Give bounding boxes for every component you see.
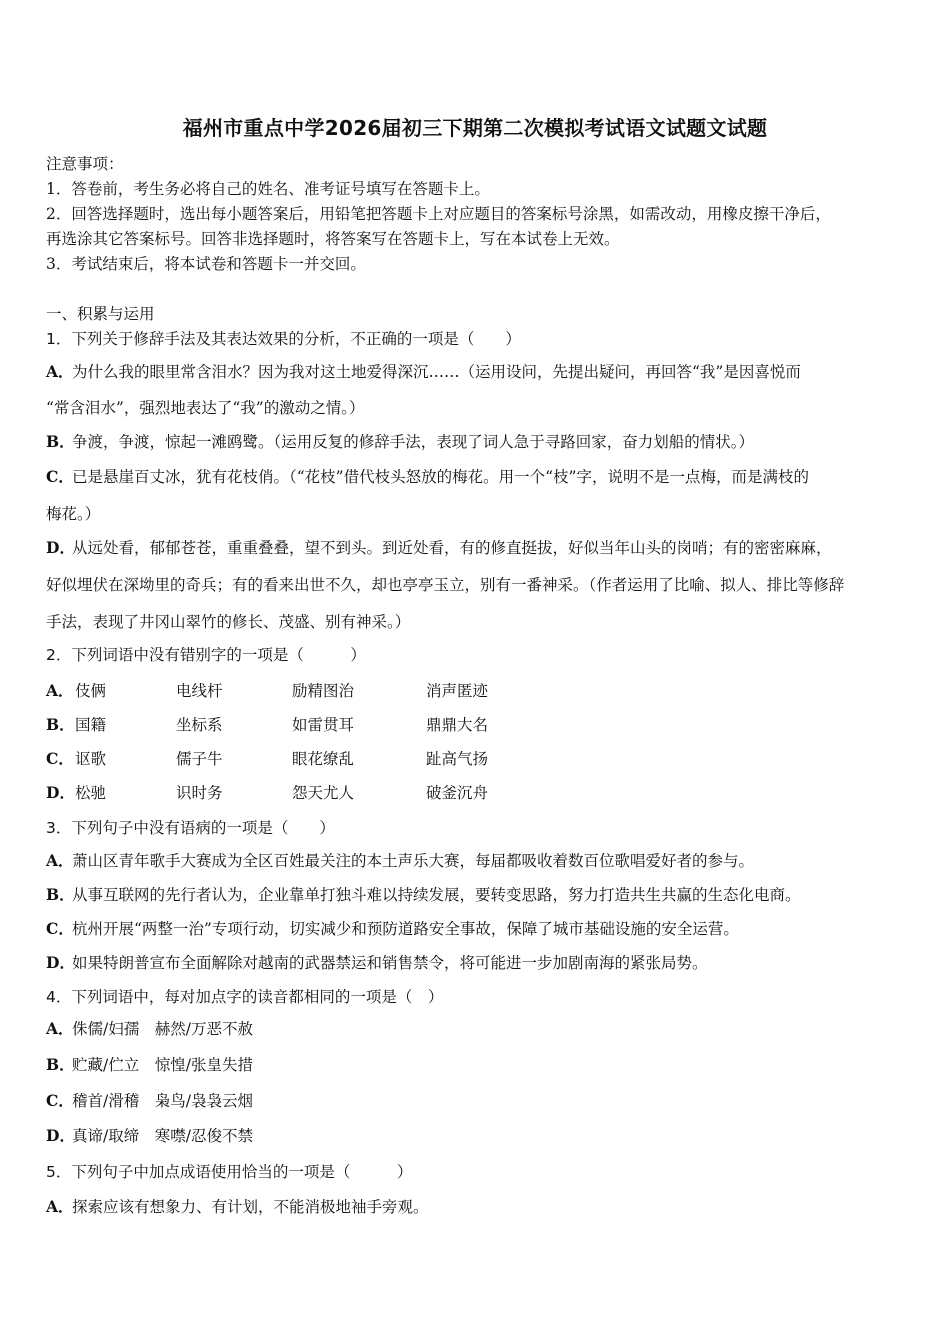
question-1-option-c-cont: 梅花。） — [46, 505, 101, 523]
page-title: 福州市重点中学2026届初三下期第二次模拟考试语文试题文试题 — [182, 116, 768, 140]
option-text: 探索应该有想象力、有计划，不能消极地袖手旁观。 — [72, 1198, 429, 1216]
question-5-stem: 5．下列句子中加点成语使用恰当的一项是（ ） — [46, 1163, 413, 1181]
option-label: C． — [46, 919, 74, 938]
word: 电线杆 — [176, 682, 223, 700]
section-heading: 一、积累与运用 — [46, 305, 155, 323]
word: 消声匿迹 — [426, 682, 489, 700]
option-label: D． — [46, 953, 75, 972]
question-1-option-a-cont: “常含泪水”，强烈地表达了“我”的激动之情。） — [46, 399, 365, 417]
option-label: D． — [46, 1126, 75, 1145]
option-label: C． — [46, 467, 74, 486]
notice-item: 2．回答选择题时，选出每小题答案后，用铅笔把答题卡上对应题目的答案标号涂黑，如需改动，用橡皮擦干净后， — [46, 205, 831, 223]
option-text: 为什么我的眼里常含泪水？因为我对这土地爱得深沉……（运用设问，先提出疑问，再回答“我”是因喜悦而 — [72, 363, 801, 381]
option-text: 萧山区青年歌手大赛成为全区百姓最关注的本土声乐大赛，每届都吸收着数百位歌唱爱好者的参与。 — [72, 852, 755, 870]
option-label: D． — [46, 538, 75, 557]
question-3-stem: 3．下列句子中没有语病的一项是（ ） — [46, 819, 335, 837]
option-label: A． — [46, 851, 74, 870]
option-text: 真谛/取缔 寒噤/忍俊不禁 — [72, 1127, 253, 1145]
question-1-option-a — [46, 360, 801, 382]
question-2-option-d — [46, 781, 906, 803]
option-text: 如果特朗普宣布全面解除对越南的武器禁运和销售禁令，将可能进一步加剧南海的紧张局势。 — [72, 954, 708, 972]
word: 励精图治 — [292, 682, 355, 700]
notice-item: 3．考试结束后，将本试卷和答题卡一并交回。 — [46, 255, 366, 273]
word: 松驰 — [75, 784, 107, 802]
option-label: C． — [46, 1091, 74, 1110]
word: 国籍 — [75, 716, 107, 734]
question-3-option-a — [46, 849, 754, 871]
word: 识时务 — [176, 784, 223, 802]
option-label: B． — [46, 885, 75, 904]
question-2-stem: 2．下列词语中没有错别字的一项是（ ） — [46, 646, 366, 664]
question-1-stem: 1．下列关于修辞手法及其表达效果的分析，不正确的一项是（ ） — [46, 330, 521, 348]
question-3-option-d — [46, 951, 708, 973]
option-label: A． — [46, 681, 74, 700]
question-2-option-b — [46, 713, 906, 735]
option-text: 从远处看，郁郁苍苍，重重叠叠，望不到头。到近处看，有的修直挺拔，好似当年山头的岗哨；有的密密麻麻， — [72, 539, 832, 557]
option-label: A． — [46, 1197, 74, 1216]
option-text: 贮藏/伫立 惊惶/张皇失措 — [72, 1056, 253, 1074]
word: 怨天尤人 — [292, 784, 355, 802]
word: 趾高气扬 — [426, 750, 489, 768]
question-4-option-c — [46, 1089, 253, 1111]
word: 坐标系 — [176, 716, 223, 734]
option-text: 杭州开展“两整一治”专项行动，切实减少和预防道路安全事故，保障了城市基础设施的安全运营。 — [72, 920, 739, 938]
question-1-option-d-cont: 好似埋伏在深坳里的奇兵；有的看来出世不久，却也亭亭玉立，别有一番神采。（作者运用了比喻、拟人、排比等修辞 — [46, 576, 845, 594]
question-4-option-a — [46, 1017, 253, 1039]
question-1-option-b — [46, 430, 754, 452]
question-1-option-c — [46, 465, 809, 487]
option-label: B． — [46, 1055, 75, 1074]
option-label: A． — [46, 362, 74, 381]
notice-item: 再选涂其它答案标号。回答非选择题时，将答案写在答题卡上，写在本试卷上无效。 — [46, 230, 620, 248]
word: 伎俩 — [75, 682, 107, 700]
option-label: D． — [46, 783, 75, 802]
word: 儒子牛 — [176, 750, 223, 768]
word: 鼎鼎大名 — [426, 716, 489, 734]
word: 眼花缭乱 — [292, 750, 355, 768]
option-text: 稽首/滑稽 枭鸟/袅袅云烟 — [72, 1092, 253, 1110]
option-label: C． — [46, 749, 74, 768]
option-text: 侏儒/妇孺 赫然/万恶不赦 — [72, 1020, 253, 1038]
option-label: A． — [46, 1019, 74, 1038]
question-2-option-c — [46, 747, 906, 769]
notice-item: 1．答卷前，考生务必将自己的姓名、准考证号填写在答题卡上。 — [46, 180, 490, 198]
word: 讴歌 — [75, 750, 107, 768]
question-3-option-b — [46, 883, 801, 905]
option-label: B． — [46, 715, 75, 734]
question-5-option-a — [46, 1195, 429, 1217]
notice-heading: 注意事项： — [46, 155, 124, 173]
option-text: 已是悬崖百丈冰，犹有花枝俏。（“花枝”借代枝头怒放的梅花。用一个“枝”字，说明不是一点梅，而是满枝的 — [72, 468, 809, 486]
option-text: 争渡，争渡，惊起一滩鸥鹭。（运用反复的修辞手法，表现了词人急于寻路回家，奋力划船的情状。） — [72, 433, 755, 451]
question-3-option-c — [46, 917, 739, 939]
question-4-option-d — [46, 1124, 253, 1146]
question-1-option-d — [46, 536, 832, 558]
question-4-stem: 4．下列词语中，每对加点字的读音都相同的一项是（ ） — [46, 988, 444, 1006]
word: 破釜沉舟 — [426, 784, 489, 802]
option-text: 从事互联网的先行者认为，企业靠单打独斗难以持续发展，要转变思路，努力打造共生共赢的生态化电商。 — [72, 886, 801, 904]
question-1-option-d-cont: 手法，表现了井冈山翠竹的修长、茂盛、别有神采。） — [46, 613, 411, 631]
word: 如雷贯耳 — [292, 716, 355, 734]
option-label: B． — [46, 432, 75, 451]
question-2-option-a — [46, 679, 906, 701]
question-4-option-b — [46, 1053, 253, 1075]
